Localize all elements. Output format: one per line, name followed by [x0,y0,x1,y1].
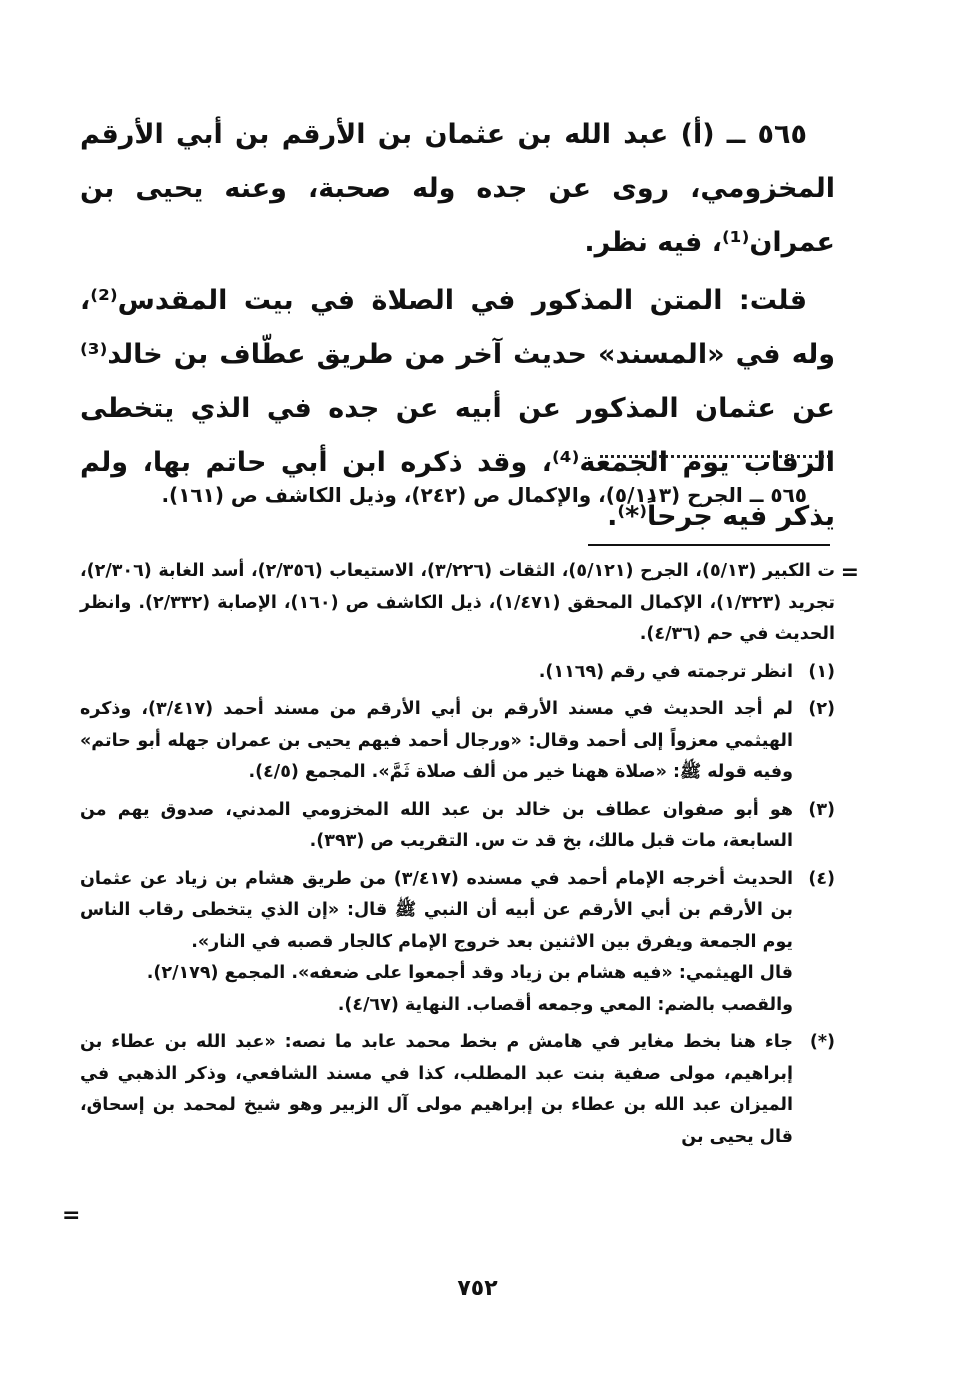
commentary-paragraph: قلت: المتن المذكور في الصلاة في بيت المقدس⁽²⁾، وله في «المسند» حديث آخر من طريق عطّاف بن خالد⁽³⁾ عن عثمان المذكور عن أبيه عن جده في الذي يتخطى الرقاب يوم الجمعة⁽⁴⁾، وقد ذكره ابن أبي حاتم بها، ولم يذكر فيه جرحاً⁽*⁾. [80,285,836,532]
footnote-3 [80,795,835,858]
footnote-text-extra: والقصب بالضم: المعي وجمعه أقصاب. النهاية (٤/٦٧). [337,994,793,1015]
footnote-text: لم أجد الحديث في مسند الأرقم بن أبي الأرقم من مسند أحمد (٣/٤١٧)، وذكره الهيثمي معزواً إلى أحمد وقال: «ورجال أحمد فيهم يحيى بن عمران جهله أبو حاتم» وفيه قوله ﷺ: «صلاة ههنا خير من ألف صلاة ثَمَّ». المجمع (٤/٥). [80,699,793,782]
footnote-text-extra: قال الهيثمي: «فيه هشام بن زياد وقد أجمعوا على ضعفه». المجمع (٢/١٧٩). [146,963,793,983]
footnote-rule [588,544,830,546]
footnote-continued: ت الكبير (٥/١٣)، الجرح (٥/١٢١)، الثقات (٣/٢٢٦)، الاستيعاب (٢/٣٥٦)، أسد الغابة (٢/٣٠٦)، تجريد (١/٣٢٣)، الإكمال المحقق (١/٤٧١)، ذيل الكاشف ص (١٦٠)، الإصابة (٢/٣٣٢). وانظر الحديث في حم (٤/٣٦). [80,561,836,644]
footnote-2 [80,694,835,789]
footnote-number: (١) [808,661,835,682]
continuation-mark-bottom: = [62,1203,81,1228]
page-number: ٧٥٢ [457,1276,498,1301]
footnote-number: (٢) [808,699,835,719]
reference-note: ٥٦٥ ــ الجرح (٥/١١٣)، والإكمال ص (٢٤٢)، وذيل الكاشف ص (١٦١). [161,483,807,507]
entry-paragraph: ٥٦٥ ــ (أ) عبد الله بن عثمان بن الأرقم بن أبي الأرقم المخزومي، روى عن جده وله صحبة، وعنه يحيى بن عمران⁽¹⁾، فيه نظر. [80,119,835,258]
footnote-text: انظر ترجمته في رقم (١١٦٩). [538,661,793,682]
dotted-separator [600,455,830,458]
footnote-1 [80,657,835,689]
footnote-text: هو أبو صفوان عطاف بن خالد بن عبد الله المخزومي المدني، صدوق يهم من السابعة، مات قبل مالك، بخ قد ت س. التقريب ص (٣٩٣). [80,799,793,851]
footnote-number: (٤) [808,868,835,889]
footnote-text: جاء هنا بخط مغاير في هامش م بخط محمد عابد ما نصه: «عبد الله بن عطاء بن إبراهيم، مولى صفية بنت عبد المطلب، كذا في مسند الشافعي، وذكر الذهبي في الميزان عبد الله بن عطاء بن إبراهيم مولى آل الزبير وهو شيخ لمحمد بن إسحاق، قال يحيى بن [80,1032,793,1147]
footnote-asterisk [80,1027,835,1153]
footnote-number: (*) [809,1032,835,1052]
footnote-text: الحديث أخرجه الإمام أحمد في مسنده (٣/٤١٧) من طريق هشام بن زياد عن عثمان بن الأرقم بن أبي الأرقم عن أبيه أن النبي ﷺ قال: «إن الذي يتخطى رقاب الناس يوم الجمعة ويفرق بين الاثنين بعد خروج الإمام كالجار قصبه في النار». [80,868,794,952]
footnotes [80,556,835,1159]
footnote-number: (٣) [808,799,835,820]
footnote-4 [80,864,835,1022]
continuation-mark-top: = [840,560,859,585]
